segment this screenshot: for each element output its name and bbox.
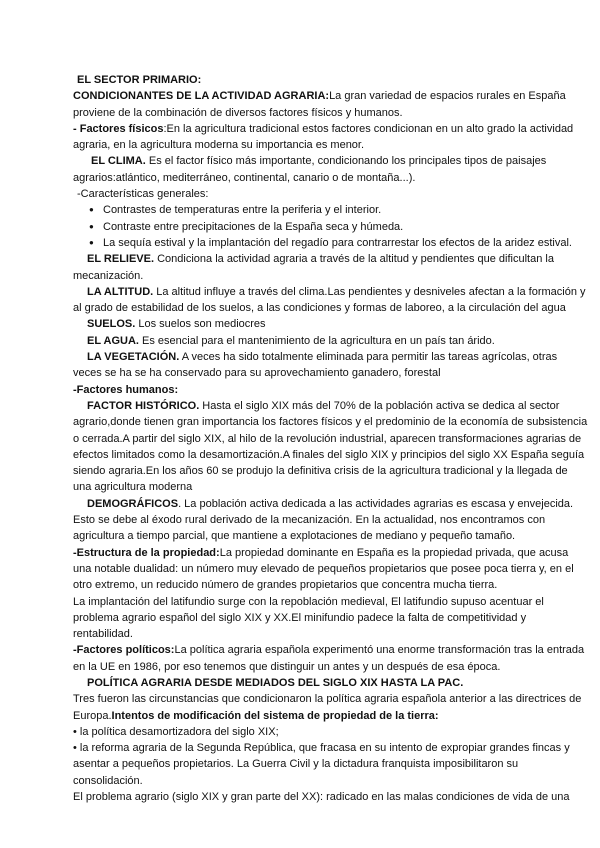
text-agua: Es esencial para el mantenimiento de la agricultura en un país tan árido. [138,334,495,347]
heading-historico: FACTOR HISTÓRICO. [87,399,200,412]
document-title: EL SECTOR PRIMARIO: [77,74,202,86]
list-item: • la reforma agraria de la Segunda República, que fracasa en su intento de expropiar grandes fincas y asentar a pequeños propietarios. La Guerra Civil y la dictadura franquista imposibilitaron su consolidación. [73,742,570,787]
heading-intentos: Intentos de modificación del sistema de propiedad de la tierra: [111,709,439,722]
heading-relieve: EL RELIEVE. [87,253,155,266]
paragraph-agua [73,333,588,349]
heading-condicionantes: CONDICIONANTES DE LA ACTIVIDAD AGRARIA: [73,90,330,103]
heading-caracteristicas: -Características generales: [77,188,209,201]
text-condicionantes: La gran variedad de espacios rurales en España proviene de la combinación de diversos factores físicos y humanos. [73,90,566,119]
text-clima: Es el factor físico más importante, condicionando los principales tipos de paisajes agrarios:atlántico, mediterráneo, continental, canario o de montaña...). [73,155,547,184]
paragraph-historico [73,398,588,496]
heading-clima: EL CLIMA. [91,155,146,168]
text-factores-fisicos: :En la agricultura tradicional estos factores condicionan en un alto grado la actividad agraria, en la agricultura moderna su importancia es menor. [73,122,574,152]
heading-factores-fisicos: - Factores físicos [73,122,164,135]
paragraph-vegetacion [73,349,588,382]
text-demograficos: . La población activa dedicada a las actividades agrarias es escasa y envejecida. Esto se debe al éxodo rural derivado de la mecanización. En la actualidad, nos encontramos con agricultura a tiempo parcial, que mantiene a explotaciones de mediano y pequeño tamaño. [73,497,574,543]
heading-altitud: LA ALTITUD. [87,285,154,298]
heading-factores-humanos: -Factores humanos: [73,383,179,396]
text-suelos: Los suelos son mediocres [135,318,266,331]
paragraph-politicos [73,642,588,675]
paragraph-circunstancias [73,691,588,724]
heading-suelos: SUELOS. [87,318,136,331]
text-vegetacion: A veces ha sido totalmente eliminada para permitir las tareas agrícolas, otras veces se ha se ha conservado para su aprovechamiento ganadero, forestal [73,351,558,380]
heading-demograficos: DEMOGRÁFICOS [87,497,179,510]
paragraph-altitud [73,284,588,317]
paragraph-clima [73,153,588,186]
list-item: ● Contraste entre precipitaciones de la España seca y húmeda. [73,219,588,235]
paragraph-demograficos [73,496,588,545]
paragraph-problema-agrario: El problema agrario (siglo XIX y gran parte del XX): radicado en las malas condiciones de vida de una [73,791,570,804]
paragraph-factores-fisicos [73,121,588,154]
text-relieve: Condiciona la actividad agraria a través de la altitud y pendientes que dificultan la mecanización. [73,253,554,282]
paragraph-latifundio: La implantación del latifundio surge con la repoblación medieval, El latifundio supuso acentuar el problema agrario español del siglo XIX y XX.El minifundio padece la falta de competitividad y rentabilidad. [73,595,544,641]
list-item: • la política desamortizadora del siglo XIX; [73,725,279,738]
text-propiedad: La propiedad dominante en España es la propiedad privada, que acusa una notable dualidad: un número muy elevado de pequeños propietarios que posee poca tierra y, en el otro extremo, un reducido número de grandes propietarios que concentra mucha tierra. [73,546,574,592]
heading-vegetacion: LA VEGETACIÓN. [87,351,180,364]
text-altitud: La altitud influye a través del clima.Las pendientes y desniveles afectan a la formación y al grado de estabilidad de los suelos, a las condiciones y formas de laboreo, a la circulación del agua [73,285,586,315]
heading-propiedad: -Estructura de la propiedad: [73,546,220,559]
document-body [73,72,588,805]
heading-politicos: -Factores políticos: [73,644,175,657]
paragraph-relieve [73,251,588,284]
text-circunstancias: Tres fueron las circunstancias que condicionaron la política agraria española anterior a las directrices de Europa. [73,693,582,722]
heading-agua: EL AGUA. [87,334,139,347]
text-historico: Hasta el siglo XIX más del 70% de la población activa se dedica al sector agrario,donde tienen gran importancia los factores físicos y el predominio de la economía de subsistencia o cerrada.A partir del siglo XIX, al hilo de la revolución industrial, aparecen transformaciones agrarias de efectos limitados como la desamortización.A finales del siglo XIX y principios del siglo XX España seguía siendo agraria.En los años 60 se produjo la definitiva crisis de la agricultura tradicional y la llegada de una agricultura moderna [73,399,588,494]
list-item: ● La sequía estival y la implantación del regadío para contrarrestar los efectos de la aridez estival. [73,235,588,251]
heading-pac: POLÍTICA AGRARIA DESDE MEDIADOS DEL SIGLO XIX HASTA LA PAC. [87,676,464,689]
paragraph-condicionantes [73,88,588,121]
paragraph-suelos [73,316,588,332]
list-item: ● Contrastes de temperaturas entre la periferia y el interior. [73,202,588,218]
bullet-list-caracteristicas [73,202,588,251]
paragraph-propiedad [73,545,588,594]
text-politicos: La política agraria española experimentó una enorme transformación tras la entrada en la UE en 1986, por eso tenemos que distinguir un antes y un después de esa época. [73,644,585,673]
